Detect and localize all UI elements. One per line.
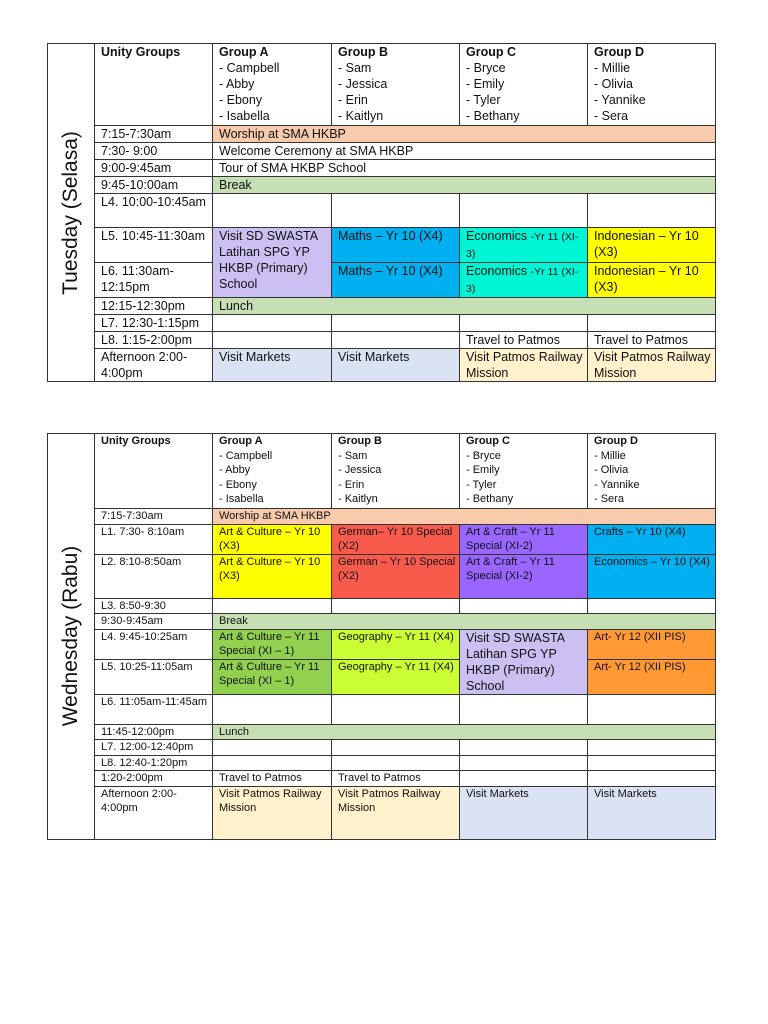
table-row bbox=[48, 349, 716, 382]
tuesday-timetable bbox=[47, 43, 716, 382]
travel-cell: Travel to Patmos bbox=[588, 332, 716, 349]
railway-mission-cell: Visit Patmos Railway Mission bbox=[588, 349, 716, 382]
time-cell: L5. 10:45-11:30am bbox=[95, 228, 213, 263]
group-c-header: Group C - Bryce - Emily - Tyler - Bethany bbox=[460, 44, 588, 126]
art-culture-cell: Art & Culture – Yr 10 (X3) bbox=[213, 554, 332, 598]
empty-cell bbox=[213, 740, 332, 756]
break-cell: Break bbox=[213, 177, 716, 194]
travel-cell: Travel to Patmos bbox=[213, 771, 332, 787]
empty-cell bbox=[332, 332, 460, 349]
art-culture-cell: Art & Culture – Yr 11 Special (XI – 1) bbox=[213, 629, 332, 659]
time-cell: 1:20-2:00pm bbox=[95, 771, 213, 787]
time-cell: 9:00-9:45am bbox=[95, 160, 213, 177]
art-yr12-cell: Art- Yr 12 (XII PIS) bbox=[588, 629, 716, 659]
table-row bbox=[48, 724, 716, 740]
time-cell: L5. 10:25-11:05am bbox=[95, 659, 213, 694]
time-cell: 7:15-7:30am bbox=[95, 126, 213, 143]
lunch-cell: Lunch bbox=[213, 724, 716, 740]
indonesian-cell: Indonesian – Yr 10 (X3) bbox=[588, 263, 716, 298]
table-row bbox=[48, 263, 716, 298]
table-row bbox=[48, 228, 716, 263]
railway-mission-cell: Visit Patmos Railway Mission bbox=[460, 349, 588, 382]
empty-cell bbox=[588, 315, 716, 332]
railway-mission-cell: Visit Patmos Railway Mission bbox=[332, 786, 460, 839]
art-culture-cell: Art & Culture – Yr 10 (X3) bbox=[213, 524, 332, 554]
railway-mission-cell: Visit Patmos Railway Mission bbox=[213, 786, 332, 839]
table-row bbox=[48, 524, 716, 554]
empty-cell bbox=[460, 598, 588, 614]
empty-cell bbox=[213, 332, 332, 349]
table-row bbox=[48, 332, 716, 349]
empty-cell bbox=[460, 194, 588, 228]
table-row bbox=[48, 755, 716, 771]
table-row bbox=[48, 298, 716, 315]
table-row bbox=[48, 786, 716, 839]
empty-cell bbox=[332, 598, 460, 614]
wednesday-timetable bbox=[47, 433, 716, 840]
table-row bbox=[48, 509, 716, 525]
travel-cell: Travel to Patmos bbox=[332, 771, 460, 787]
time-cell: L8. 12:40-1:20pm bbox=[95, 755, 213, 771]
time-cell: L2. 8:10-8:50am bbox=[95, 554, 213, 598]
maths-cell: Maths – Yr 10 (X4) bbox=[332, 263, 460, 298]
table-row bbox=[48, 143, 716, 160]
empty-cell bbox=[213, 315, 332, 332]
empty-cell bbox=[213, 194, 332, 228]
unity-groups-label: Unity Groups bbox=[95, 434, 213, 509]
table-row bbox=[48, 659, 716, 694]
group-a-header: Group A - Campbell - Abby - Ebony - Isabella bbox=[213, 44, 332, 126]
table-row bbox=[48, 598, 716, 614]
unity-groups-label: Unity Groups bbox=[95, 44, 213, 126]
table-row bbox=[48, 315, 716, 332]
table-row bbox=[48, 177, 716, 194]
empty-cell bbox=[332, 694, 460, 724]
economics-cell: Economics -Yr 11 (XI-3) bbox=[460, 228, 588, 263]
time-cell: 9:30-9:45am bbox=[95, 614, 213, 630]
time-cell: L4. 9:45-10:25am bbox=[95, 629, 213, 659]
wednesday-header-row bbox=[48, 434, 716, 509]
time-cell: Afternoon 2:00-4:00pm bbox=[95, 786, 213, 839]
markets-cell: Visit Markets bbox=[460, 786, 588, 839]
group-a-header: Group A - Campbell - Abby - Ebony - Isabella bbox=[213, 434, 332, 509]
empty-cell bbox=[332, 315, 460, 332]
time-cell: L4. 10:00-10:45am bbox=[95, 194, 213, 228]
time-cell: Afternoon 2:00-4:00pm bbox=[95, 349, 213, 382]
table-row bbox=[48, 740, 716, 756]
table-row bbox=[48, 126, 716, 143]
time-cell: L7. 12:00-12:40pm bbox=[95, 740, 213, 756]
german-cell: German– Yr 10 Special (X2) bbox=[332, 524, 460, 554]
art-craft-cell: Art & Craft – Yr 11 Special (XI-2) bbox=[460, 554, 588, 598]
table-row bbox=[48, 694, 716, 724]
empty-cell bbox=[332, 755, 460, 771]
empty-cell bbox=[588, 694, 716, 724]
time-cell: 7:30- 9:00 bbox=[95, 143, 213, 160]
geography-cell: Geography – Yr 11 (X4) bbox=[332, 629, 460, 659]
empty-cell bbox=[213, 598, 332, 614]
maths-cell: Maths – Yr 10 (X4) bbox=[332, 228, 460, 263]
table-row bbox=[48, 554, 716, 598]
travel-cell: Travel to Patmos bbox=[460, 332, 588, 349]
crafts-cell: Crafts – Yr 10 (X4) bbox=[588, 524, 716, 554]
empty-cell bbox=[460, 315, 588, 332]
group-b-header: Group B - Sam - Jessica - Erin - Kaitlyn bbox=[332, 434, 460, 509]
empty-cell bbox=[332, 740, 460, 756]
lunch-cell: Lunch bbox=[213, 298, 716, 315]
time-cell: L1. 7:30- 8:10am bbox=[95, 524, 213, 554]
empty-cell bbox=[588, 740, 716, 756]
table-row bbox=[48, 160, 716, 177]
group-d-header: Group D - Millie - Olivia - Yannike - Sera bbox=[588, 434, 716, 509]
markets-cell: Visit Markets bbox=[588, 786, 716, 839]
time-cell: L6. 11:05am-11:45am bbox=[95, 694, 213, 724]
time-cell: L7. 12:30-1:15pm bbox=[95, 315, 213, 332]
economics-cell: Economics -Yr 11 (XI-3) bbox=[460, 263, 588, 298]
tuesday-header-row bbox=[48, 44, 716, 126]
time-cell: 11:45-12:00pm bbox=[95, 724, 213, 740]
empty-cell bbox=[213, 694, 332, 724]
worship-cell: Worship at SMA HKBP bbox=[213, 126, 716, 143]
time-cell: L6. 11:30am-12:15pm bbox=[95, 263, 213, 298]
indonesian-cell: Indonesian – Yr 10 (X3) bbox=[588, 228, 716, 263]
empty-cell bbox=[460, 771, 588, 787]
tuesday-day-cell bbox=[48, 44, 95, 382]
empty-cell bbox=[332, 194, 460, 228]
art-craft-cell: Art & Craft – Yr 11 Special (XI-2) bbox=[460, 524, 588, 554]
empty-cell bbox=[588, 598, 716, 614]
break-cell: Break bbox=[213, 614, 716, 630]
tour-cell: Tour of SMA HKBP School bbox=[213, 160, 716, 177]
empty-cell bbox=[213, 755, 332, 771]
geography-cell: Geography – Yr 11 (X4) bbox=[332, 659, 460, 694]
german-cell: German – Yr 10 Special (X2) bbox=[332, 554, 460, 598]
empty-cell bbox=[588, 755, 716, 771]
wednesday-day-cell bbox=[48, 434, 95, 840]
empty-cell bbox=[588, 194, 716, 228]
worship-cell: Worship at SMA HKBP bbox=[213, 509, 716, 525]
art-culture-cell: Art & Culture – Yr 11 Special (XI – 1) bbox=[213, 659, 332, 694]
time-cell: L3. 8:50-9:30 bbox=[95, 598, 213, 614]
economics-cell: Economics – Yr 10 (X4) bbox=[588, 554, 716, 598]
time-cell: 9:45-10:00am bbox=[95, 177, 213, 194]
group-c-header: Group C - Bryce - Emily - Tyler - Bethany bbox=[460, 434, 588, 509]
group-d-header: Group D - Millie - Olivia - Yannike - Sera bbox=[588, 44, 716, 126]
time-cell: L8. 1:15-2:00pm bbox=[95, 332, 213, 349]
time-cell: 7:15-7:30am bbox=[95, 509, 213, 525]
empty-cell bbox=[460, 694, 588, 724]
table-row bbox=[48, 194, 716, 228]
time-cell: 12:15-12:30pm bbox=[95, 298, 213, 315]
empty-cell bbox=[460, 755, 588, 771]
tuesday-day-label: Tuesday (Selasa) bbox=[59, 130, 82, 295]
empty-cell bbox=[588, 771, 716, 787]
markets-cell: Visit Markets bbox=[213, 349, 332, 382]
wednesday-day-label: Wednesday (Rabu) bbox=[59, 545, 82, 727]
table-row bbox=[48, 614, 716, 630]
empty-cell bbox=[460, 740, 588, 756]
table-row bbox=[48, 629, 716, 659]
school-visit-cell: Visit SD SWASTA Latihan SPG YP HKBP (Primary) School bbox=[460, 629, 588, 694]
table-row bbox=[48, 771, 716, 787]
art-yr12-cell: Art- Yr 12 (XII PIS) bbox=[588, 659, 716, 694]
school-visit-cell: Visit SD SWASTA Latihan SPG YP HKBP (Primary) School bbox=[213, 228, 332, 298]
ceremony-cell: Welcome Ceremony at SMA HKBP bbox=[213, 143, 716, 160]
group-b-header: Group B - Sam - Jessica - Erin - Kaitlyn bbox=[332, 44, 460, 126]
markets-cell: Visit Markets bbox=[332, 349, 460, 382]
